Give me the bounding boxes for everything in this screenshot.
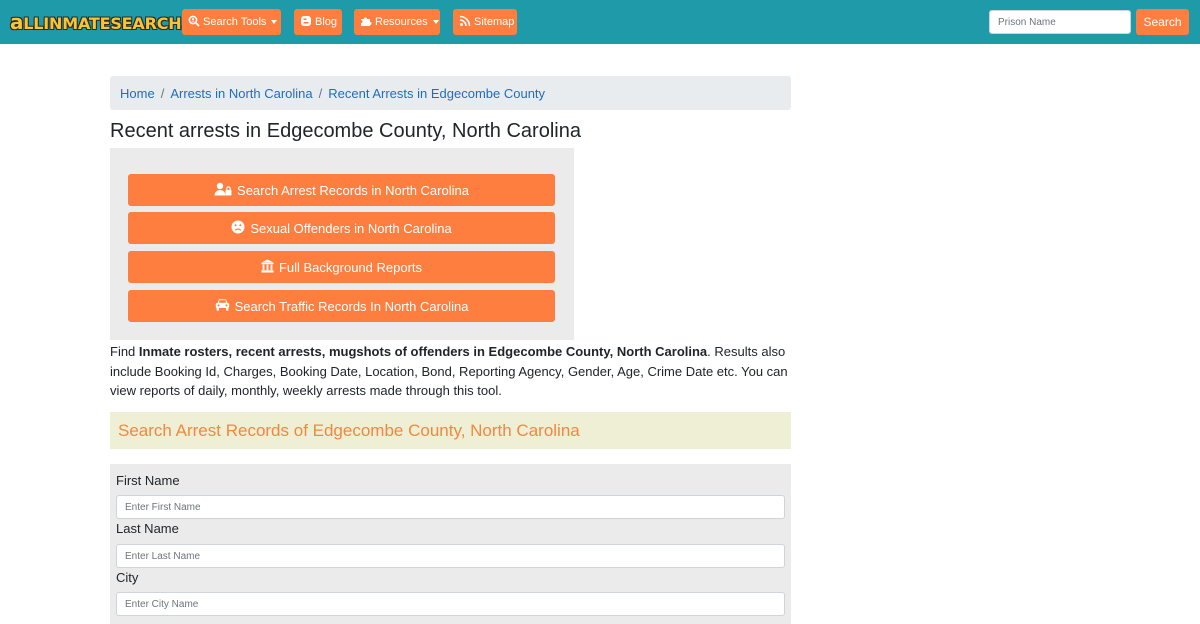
- last-name-label: Last Name: [116, 521, 179, 536]
- rss-icon: [459, 15, 471, 30]
- chevron-down-icon: [271, 20, 277, 24]
- intro-bold: Inmate rosters, recent arrests, mugshots of offenders in Edgecombe County, North Carolina: [138, 344, 708, 359]
- puzzle-icon: [360, 15, 372, 30]
- blog-link[interactable]: [294, 9, 342, 35]
- resources-label: Resources: [375, 16, 428, 28]
- prison-name-input[interactable]: [989, 10, 1131, 34]
- logo-text: aLLINMATESEARCH: [10, 10, 182, 34]
- top-navbar: [0, 0, 1200, 44]
- sitemap-link[interactable]: [453, 9, 517, 35]
- traffic-records-button[interactable]: [128, 290, 555, 322]
- frown-face-icon: [231, 220, 245, 237]
- sexual-offenders-label: Sexual Offenders in North Carolina: [250, 220, 452, 236]
- landmark-icon: [261, 259, 274, 276]
- search-tools-dropdown[interactable]: [182, 9, 281, 35]
- search-arrest-records-button[interactable]: [128, 174, 555, 206]
- traffic-records-label: Search Traffic Records In North Carolina: [234, 298, 469, 314]
- blogger-icon: [300, 15, 312, 30]
- breadcrumb-state-arrests[interactable]: Arrests in North Carolina: [170, 85, 313, 101]
- search-section-heading: Search Arrest Records of Edgecombe County, North Carolina: [110, 412, 791, 449]
- first-name-label: First Name: [116, 473, 180, 488]
- sexual-offenders-button[interactable]: [128, 212, 555, 244]
- arrest-search-form: [110, 464, 791, 624]
- breadcrumb-separator: /: [318, 85, 323, 101]
- chevron-down-icon: [433, 20, 439, 24]
- blog-label: Blog: [315, 16, 338, 28]
- city-field[interactable]: [116, 592, 785, 616]
- background-reports-label: Full Background Reports: [278, 259, 423, 275]
- resources-dropdown[interactable]: [354, 9, 440, 35]
- search-tools-label: Search Tools: [203, 16, 267, 28]
- user-lock-icon: [214, 182, 232, 199]
- intro-prefix: Find: [110, 344, 139, 359]
- breadcrumb-home[interactable]: Home: [120, 85, 155, 101]
- background-reports-button[interactable]: [128, 251, 555, 283]
- page-title: Recent arrests in Edgecombe County, North Carolina: [110, 120, 581, 142]
- last-name-field[interactable]: [116, 544, 785, 568]
- first-name-field[interactable]: [116, 495, 785, 519]
- prison-search-button[interactable]: Search: [1136, 9, 1189, 35]
- intro-paragraph: [110, 342, 794, 401]
- sitemap-label: Sitemap: [474, 16, 515, 28]
- breadcrumb-county-arrests[interactable]: Recent Arrests in Edgecombe County: [328, 85, 546, 101]
- city-label: City: [116, 570, 139, 585]
- intro-suffix: . Results also include Booking Id, Charges, Booking Date, Location, Bond, Reporting Agency, Gender, Age, Crime Date etc. You can view reports of daily, monthly, weekly arrests made through this tool.: [110, 344, 788, 398]
- car-icon: [215, 298, 230, 314]
- breadcrumb-separator: /: [160, 85, 165, 101]
- search-user-icon: [188, 15, 200, 30]
- breadcrumb: [110, 76, 791, 110]
- action-buttons-panel: [110, 148, 574, 340]
- search-arrest-records-label: Search Arrest Records in North Carolina: [237, 182, 469, 198]
